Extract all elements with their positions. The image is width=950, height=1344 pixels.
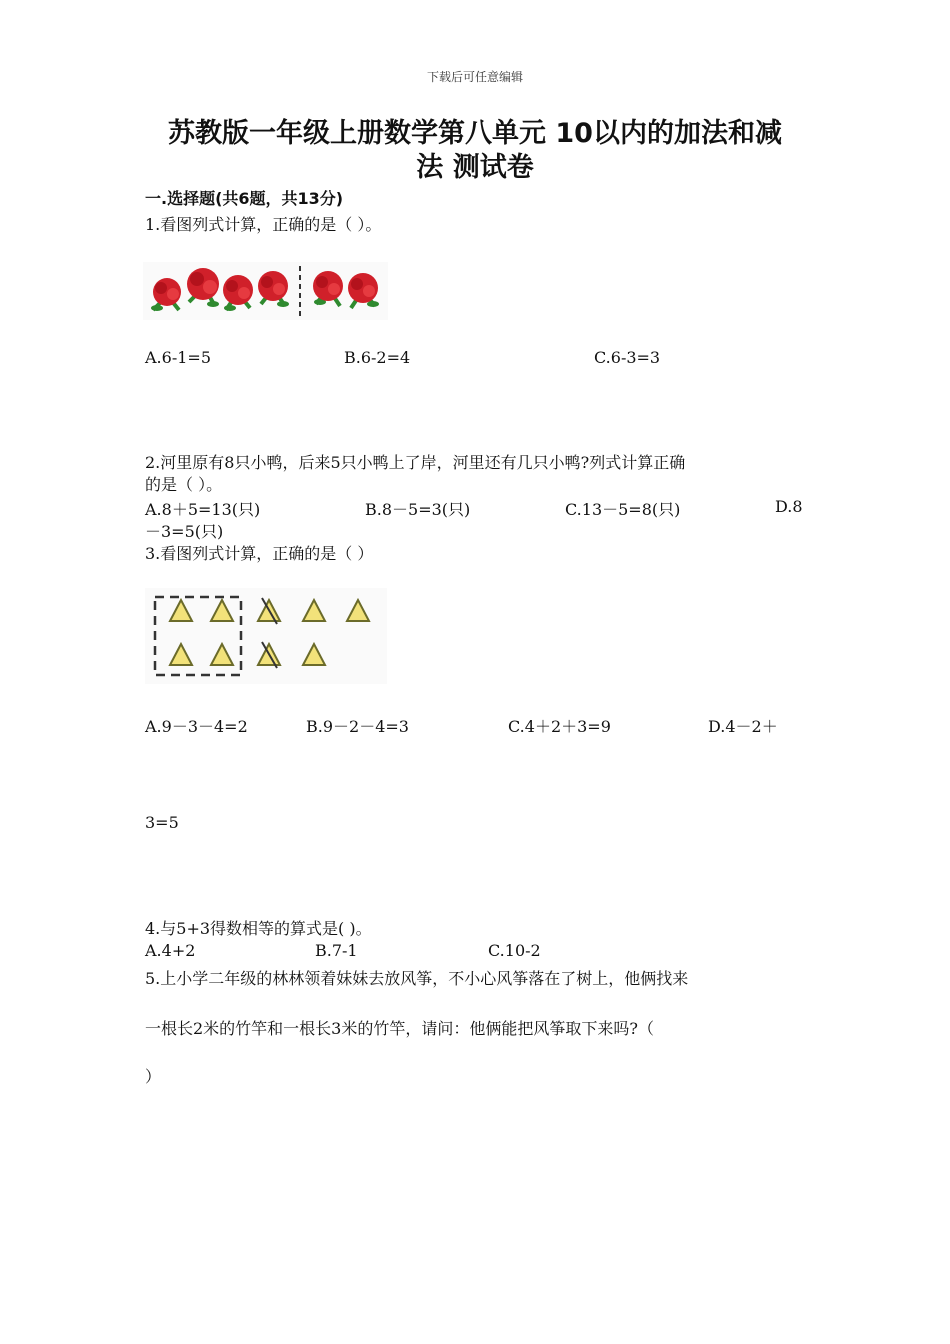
question-3-text: 3.看图列式计算，正确的是（ ） [145, 544, 374, 563]
question-5-text-line2: 一根长2米的竹竿和一根长3米的竹竿，请问：他俩能把风筝取下来吗?（ [145, 1019, 654, 1038]
q4-option-b[interactable]: B.7-1 [315, 941, 358, 960]
question-4-text: 4.与5+3得数相等的算式是( )。 [145, 919, 372, 938]
q3-option-c[interactable]: C.4＋2＋3=9 [508, 717, 611, 736]
page-title-line2: 法 测试卷 [416, 152, 534, 183]
q3-option-d[interactable]: D.4－2＋ [708, 717, 778, 736]
q2-option-a[interactable]: A.8＋5=13(只) [145, 500, 261, 519]
question-2-text-line1: 2.河里原有8只小鸭，后来5只小鸭上了岸，河里还有几只小鸭?列式计算正确 [145, 453, 686, 472]
q1-option-c[interactable]: C.6-3=3 [594, 348, 661, 367]
q4-option-c[interactable]: C.10-2 [488, 941, 541, 960]
q3-option-b[interactable]: B.9－2－4=3 [306, 717, 409, 736]
q2-option-d-continued: －3=5(只) [145, 522, 224, 541]
q4-option-a[interactable]: A.4+2 [145, 941, 196, 960]
triangles-illustration [145, 588, 387, 684]
q3-option-a[interactable]: A.9－3－4=2 [145, 717, 248, 736]
question-5-text-line1: 5.上小学二年级的林林领着妹妹去放风筝，不小心风筝落在了树上，他俩找来 [145, 969, 689, 988]
q1-option-b[interactable]: B.6-2=4 [344, 348, 411, 367]
question-5-text-line3: ） [145, 1067, 162, 1086]
q1-option-a[interactable]: A.6-1=5 [145, 348, 211, 367]
header-note: 下载后可任意编辑 [426, 70, 523, 84]
question-1-text: 1.看图列式计算，正确的是（ ）。 [145, 215, 382, 234]
section-heading: 一.选择题(共6题，共13分) [145, 189, 344, 208]
q3-option-d-continued: 3=5 [145, 813, 179, 832]
q2-option-c[interactable]: C.13－5=8(只) [565, 500, 681, 519]
page-title-line1: 苏教版一年级上册数学第八单元 10以内的加法和减 [168, 118, 782, 149]
q2-option-d[interactable]: D.8 [775, 497, 803, 516]
q2-option-b[interactable]: B.8－5=3(只) [365, 500, 471, 519]
question-2-text-line2: 的是（ ）。 [145, 475, 223, 494]
flowers-illustration [143, 262, 388, 320]
